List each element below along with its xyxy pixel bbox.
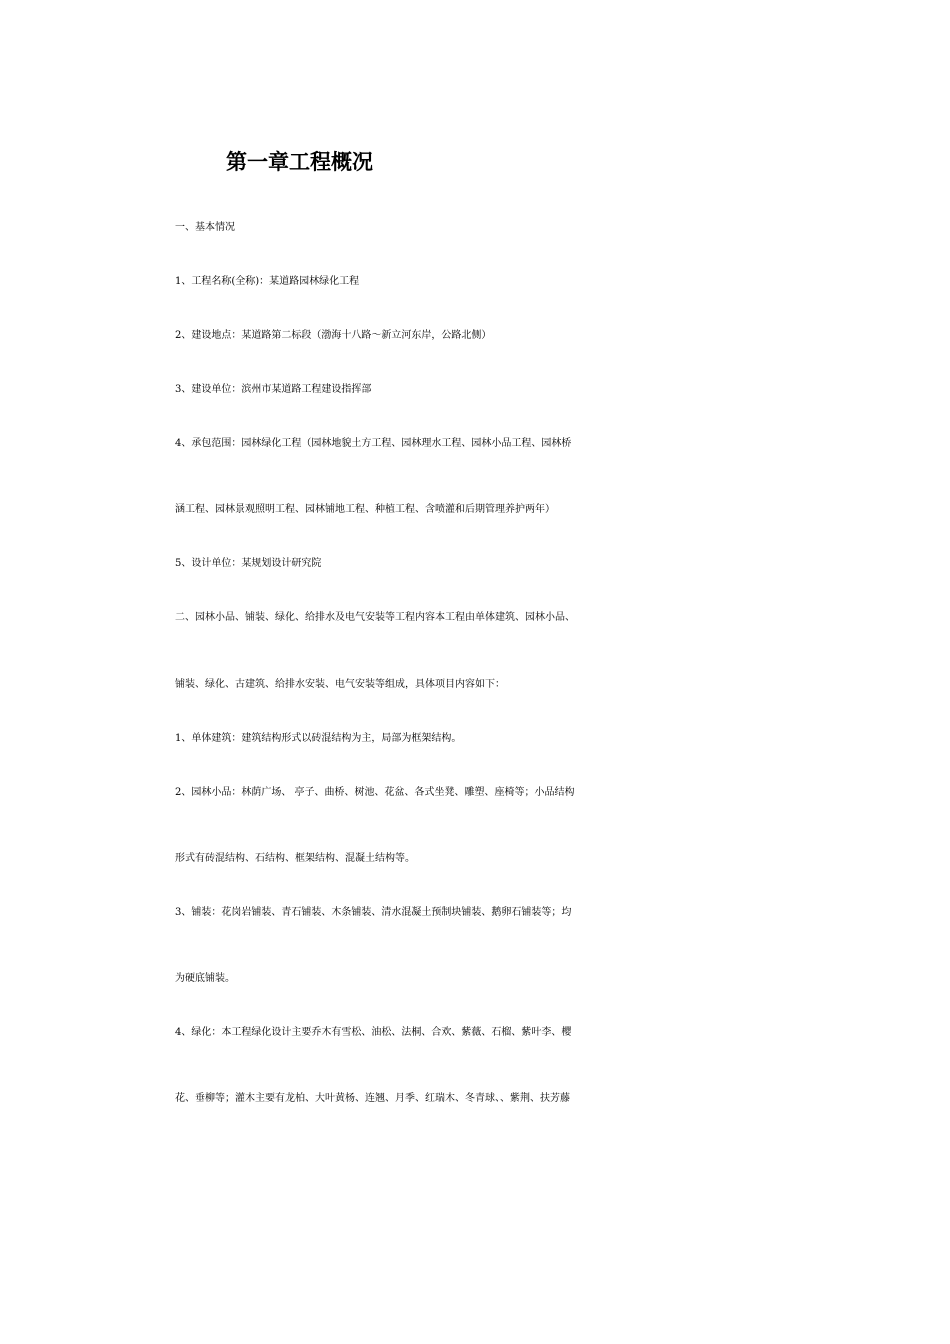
section-heading-basic-info: 一、基本情况: [175, 222, 235, 233]
paragraph-line: 5、设计单位：某规划设计研究院: [175, 558, 322, 569]
paragraph-line: 形式有砖混结构、石结构、框架结构、混凝土结构等。: [175, 853, 415, 864]
paragraph-line: 1、单体建筑：建筑结构形式以砖混结构为主，局部为框架结构。: [175, 733, 462, 744]
paragraph-line: 1、工程名称(全称)：某道路园林绿化工程: [175, 276, 360, 287]
paragraph-line: 铺装、绿化、古建筑、给排水安装、电气安装等组成，具体项目内容如下：: [175, 679, 505, 690]
paragraph-line: 4、绿化：本工程绿化设计主要乔木有雪松、油松、法桐、合欢、紫薇、石榴、紫叶李、樱: [175, 1027, 572, 1038]
paragraph-line: 花、垂柳等；灌木主要有龙柏、大叶黄杨、连翘、月季、红瑞木、冬青球、、紫荆、扶芳藤: [175, 1093, 570, 1104]
chapter-title: 第一章工程概况: [226, 150, 373, 174]
paragraph-line: 为硬底铺装。: [175, 973, 235, 984]
paragraph-line: 2、园林小品：林荫广场、 亭子、曲桥、树池、花盆、各式坐凳、雕塑、座椅等；小品结构: [175, 787, 575, 798]
paragraph-line: 3、铺装：花岗岩铺装、青石铺装、木条铺装、清水混凝土预制块铺装、鹅卵石铺装等；均: [175, 907, 572, 918]
paragraph-line: 2、建设地点：某道路第二标段（渤海十八路～新立河东岸，公路北侧）: [175, 330, 492, 341]
section-heading-contents: 二、园林小品、铺装、绿化、给排水及电气安装等工程内容本工程由单体建筑、园林小品、: [175, 612, 575, 623]
paragraph-line: 涵工程、园林景观照明工程、园林铺地工程、种植工程、含喷灌和后期管理养护两年）: [175, 504, 555, 515]
paragraph-line: 3、建设单位：滨州市某道路工程建设指挥部: [175, 384, 372, 395]
paragraph-line: 4、承包范围：园林绿化工程（园林地貌土方工程、园林理水工程、园林小品工程、园林桥: [175, 438, 572, 449]
